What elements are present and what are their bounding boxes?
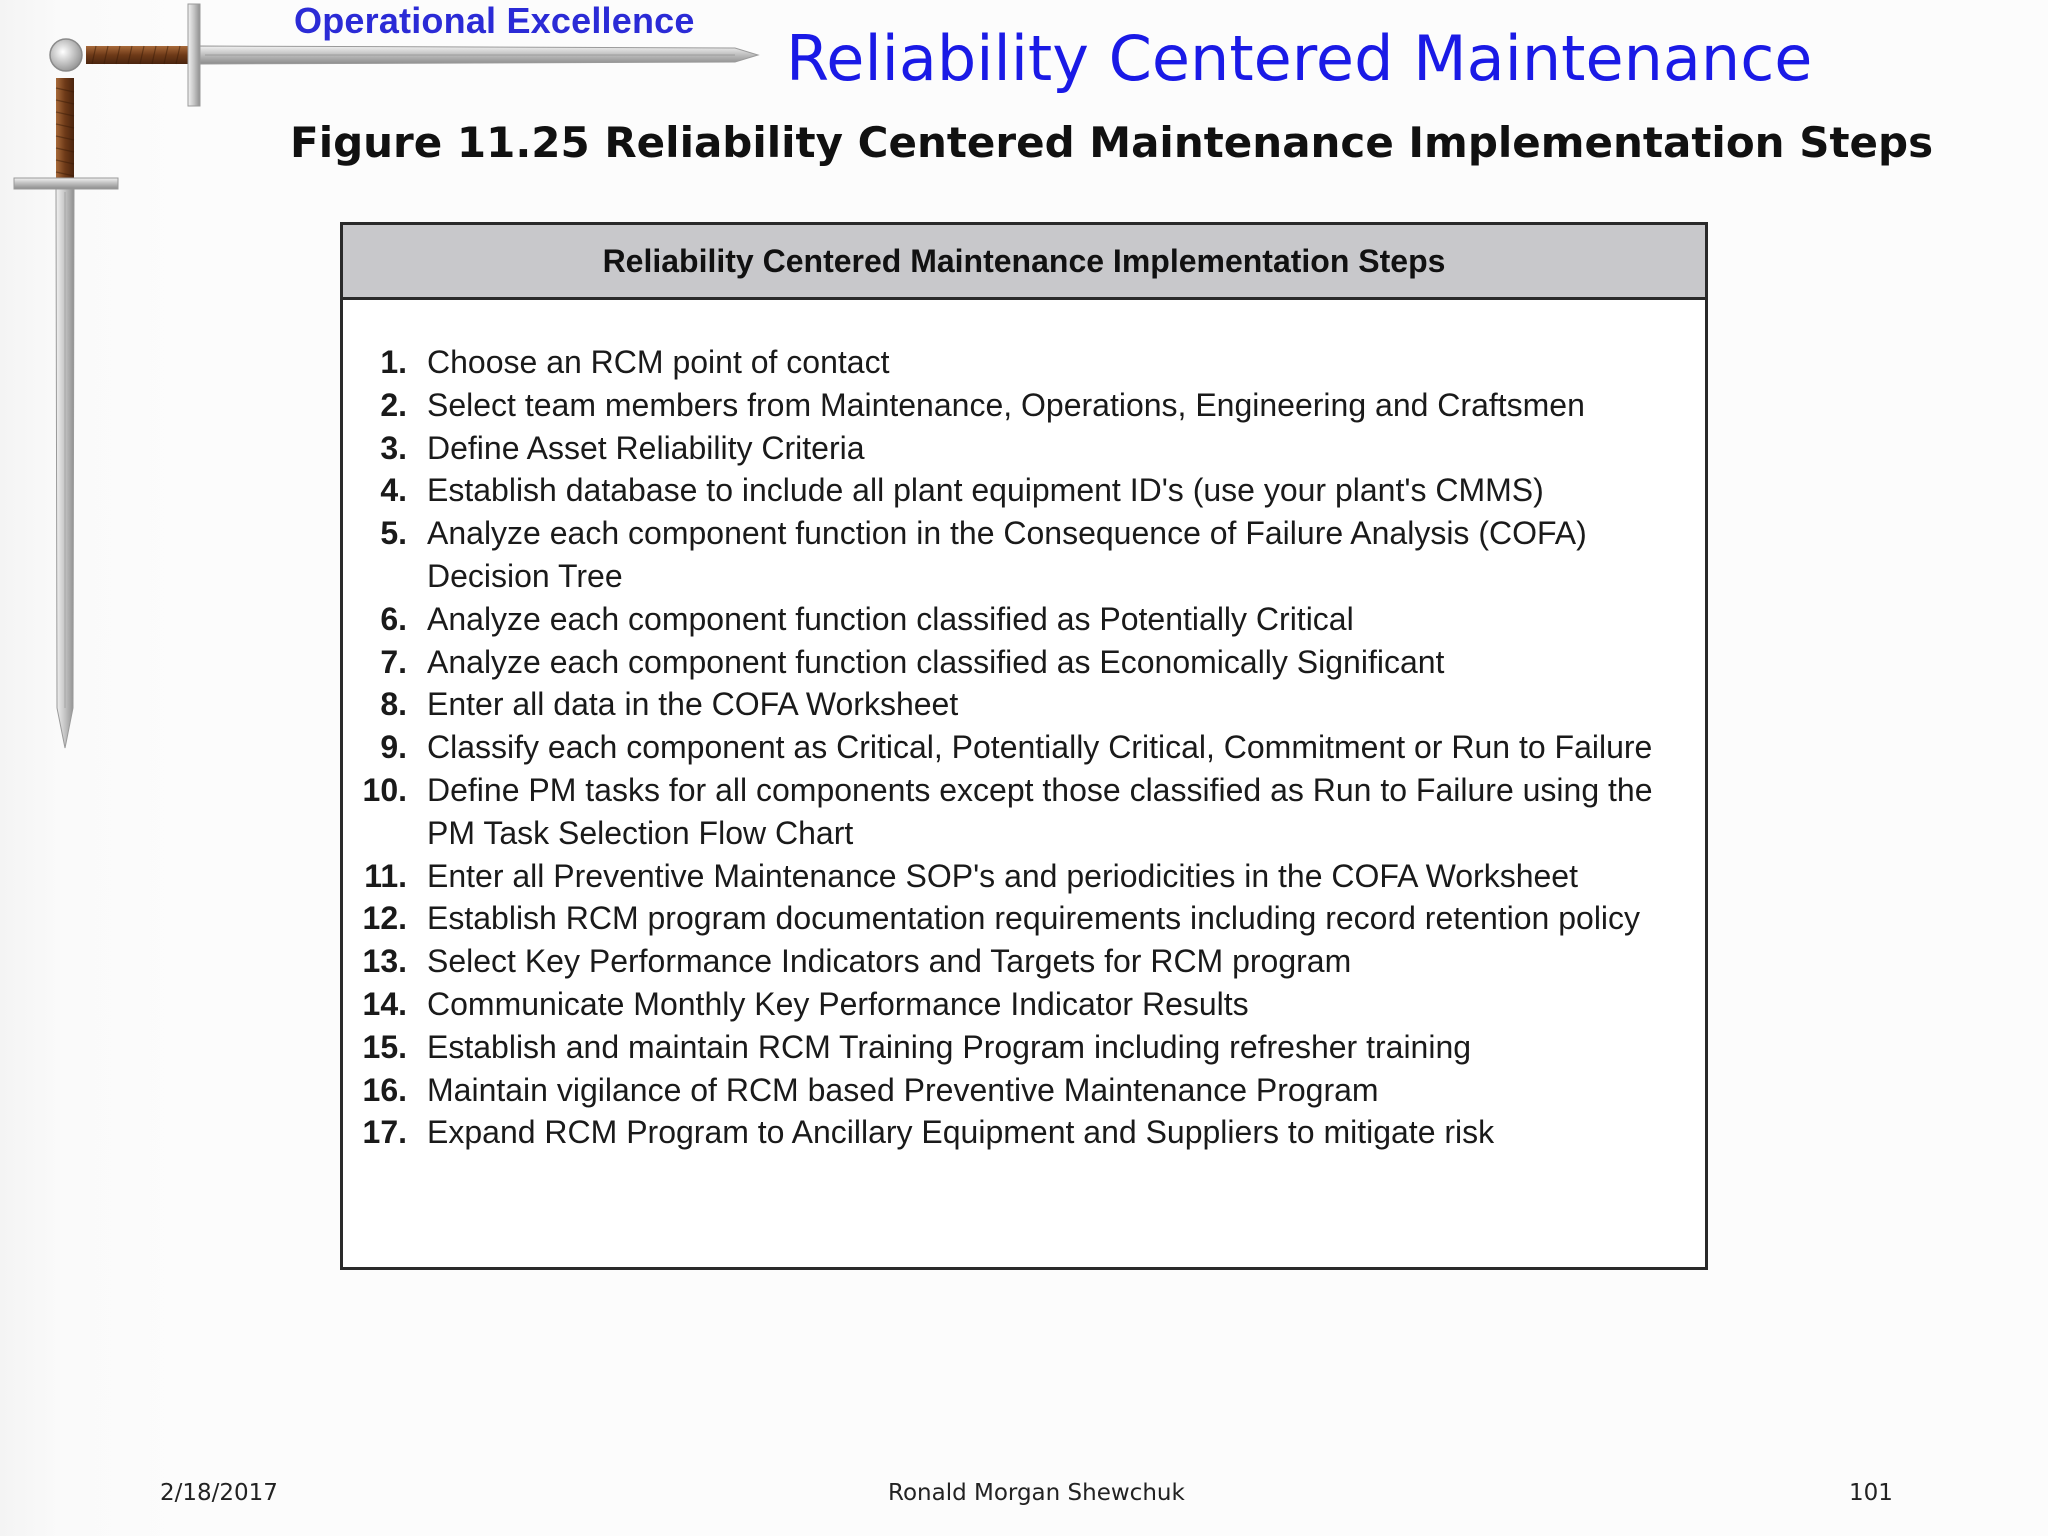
step-item [343, 683, 1705, 726]
step-item [343, 641, 1705, 684]
step-text: Expand RCM Program to Ancillary Equipment and Suppliers to mitigate risk [427, 1114, 1495, 1151]
step-item [343, 1026, 1705, 1069]
footer-date: 2/18/2017 [160, 1480, 278, 1506]
step-number: 1. [380, 344, 407, 380]
step-item [343, 469, 1705, 512]
step-item [343, 1111, 1705, 1154]
step-item [343, 384, 1705, 427]
step-text: Enter all Preventive Maintenance SOP's and periodicities in the COFA Worksheet [427, 857, 1578, 894]
step-item [343, 598, 1705, 641]
step-text: Define PM tasks for all components except those classified as Run to Failure using the PM Task Selection Flow Chart [427, 771, 1653, 851]
steps-table-header: Reliability Centered Maintenance Implementation Steps [343, 225, 1705, 300]
footer-page-number: 101 [1849, 1480, 1893, 1506]
steps-list [343, 341, 1705, 1154]
step-item [343, 1069, 1705, 1112]
step-text: Choose an RCM point of contact [427, 344, 890, 380]
step-number: 2. [380, 386, 407, 423]
step-item [343, 897, 1705, 940]
footer-author: Ronald Morgan Shewchuk [888, 1480, 1185, 1506]
step-text: Analyze each component function classified as Potentially Critical [427, 600, 1354, 637]
step-item [343, 855, 1705, 898]
step-number: 10. [362, 771, 407, 808]
step-number: 14. [362, 985, 407, 1022]
figure-caption: Figure 11.25 Reliability Centered Maintenance Implementation Steps [290, 118, 1934, 167]
step-text: Classify each component as Critical, Potentially Critical, Commitment or Run to Failure [427, 729, 1653, 766]
step-text: Analyze each component function classified as Economically Significant [427, 643, 1445, 680]
step-number: 3. [380, 429, 407, 466]
step-text: Establish database to include all plant equipment ID's (use your plant's CMMS) [427, 472, 1544, 509]
step-number: 17. [362, 1114, 407, 1151]
step-item [343, 512, 1705, 598]
step-text: Establish RCM program documentation requirements including record retention policy [427, 900, 1641, 937]
step-number: 13. [362, 943, 407, 980]
step-number: 8. [380, 686, 407, 723]
step-item [343, 983, 1705, 1026]
step-number: 9. [380, 729, 407, 766]
brand-label: Operational Excellence [294, 0, 695, 41]
step-number: 12. [362, 900, 407, 937]
step-number: 6. [380, 600, 407, 637]
step-text: Select Key Performance Indicators and Targets for RCM program [427, 943, 1352, 980]
step-number: 15. [362, 1028, 407, 1065]
step-text: Communicate Monthly Key Performance Indicator Results [427, 985, 1249, 1022]
slide-title: Reliability Centered Maintenance [786, 22, 1813, 95]
step-number: 11. [364, 857, 407, 894]
step-number: 5. [380, 515, 407, 552]
step-number: 16. [362, 1071, 407, 1108]
step-item [343, 726, 1705, 769]
step-text: Enter all data in the COFA Worksheet [427, 686, 959, 723]
step-item [343, 427, 1705, 470]
step-number: 7. [380, 643, 407, 680]
steps-table [340, 222, 1708, 1270]
step-text: Analyze each component function in the Consequence of Failure Analysis (COFA) Decision Tree [427, 515, 1587, 594]
step-text: Define Asset Reliability Criteria [427, 429, 865, 466]
step-text: Select team members from Maintenance, Operations, Engineering and Craftsmen [427, 386, 1585, 423]
step-item [343, 940, 1705, 983]
step-item [343, 769, 1705, 855]
step-number: 4. [380, 472, 407, 509]
step-text: Maintain vigilance of RCM based Preventive Maintenance Program [427, 1071, 1379, 1108]
step-item [343, 341, 1705, 384]
vertical-sword-icon [14, 78, 118, 748]
step-text: Establish and maintain RCM Training Program including refresher training [427, 1028, 1472, 1065]
